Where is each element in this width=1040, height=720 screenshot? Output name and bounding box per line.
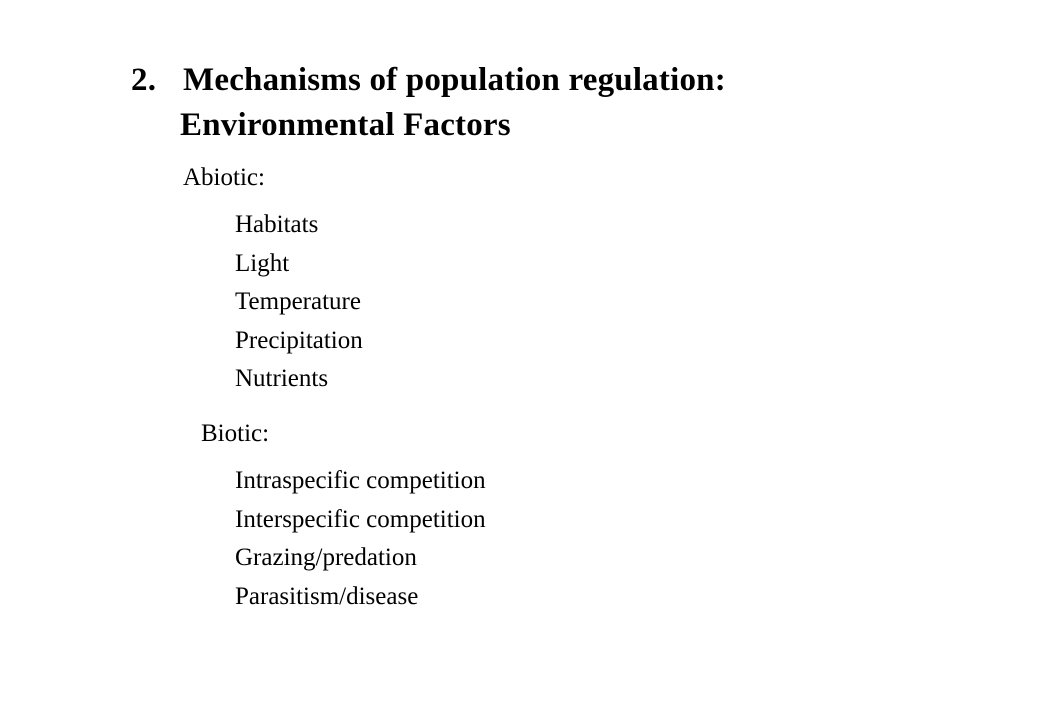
biotic-heading: Biotic: — [201, 420, 270, 447]
biotic-list — [235, 462, 486, 616]
list-item: Grazing/predation — [235, 544, 417, 571]
list-item: Precipitation — [235, 326, 363, 354]
title-number: 2. — [131, 62, 157, 98]
slide-title — [131, 58, 726, 148]
list-item: Habitats — [235, 211, 319, 238]
title-line-2: Environmental Factors — [180, 107, 511, 143]
title-text-1: Mechanisms of population regulation: — [183, 62, 726, 98]
list-item: Parasitism/disease — [235, 582, 419, 610]
list-item: Intraspecific competition — [235, 467, 486, 494]
title-line-1 — [131, 58, 726, 103]
list-item: Light — [235, 249, 290, 277]
list-item: Temperature — [235, 288, 361, 315]
list-item: Interspecific competition — [235, 505, 486, 533]
abiotic-list — [235, 206, 363, 399]
list-item: Nutrients — [235, 365, 329, 392]
abiotic-heading: Abiotic: — [183, 164, 265, 191]
